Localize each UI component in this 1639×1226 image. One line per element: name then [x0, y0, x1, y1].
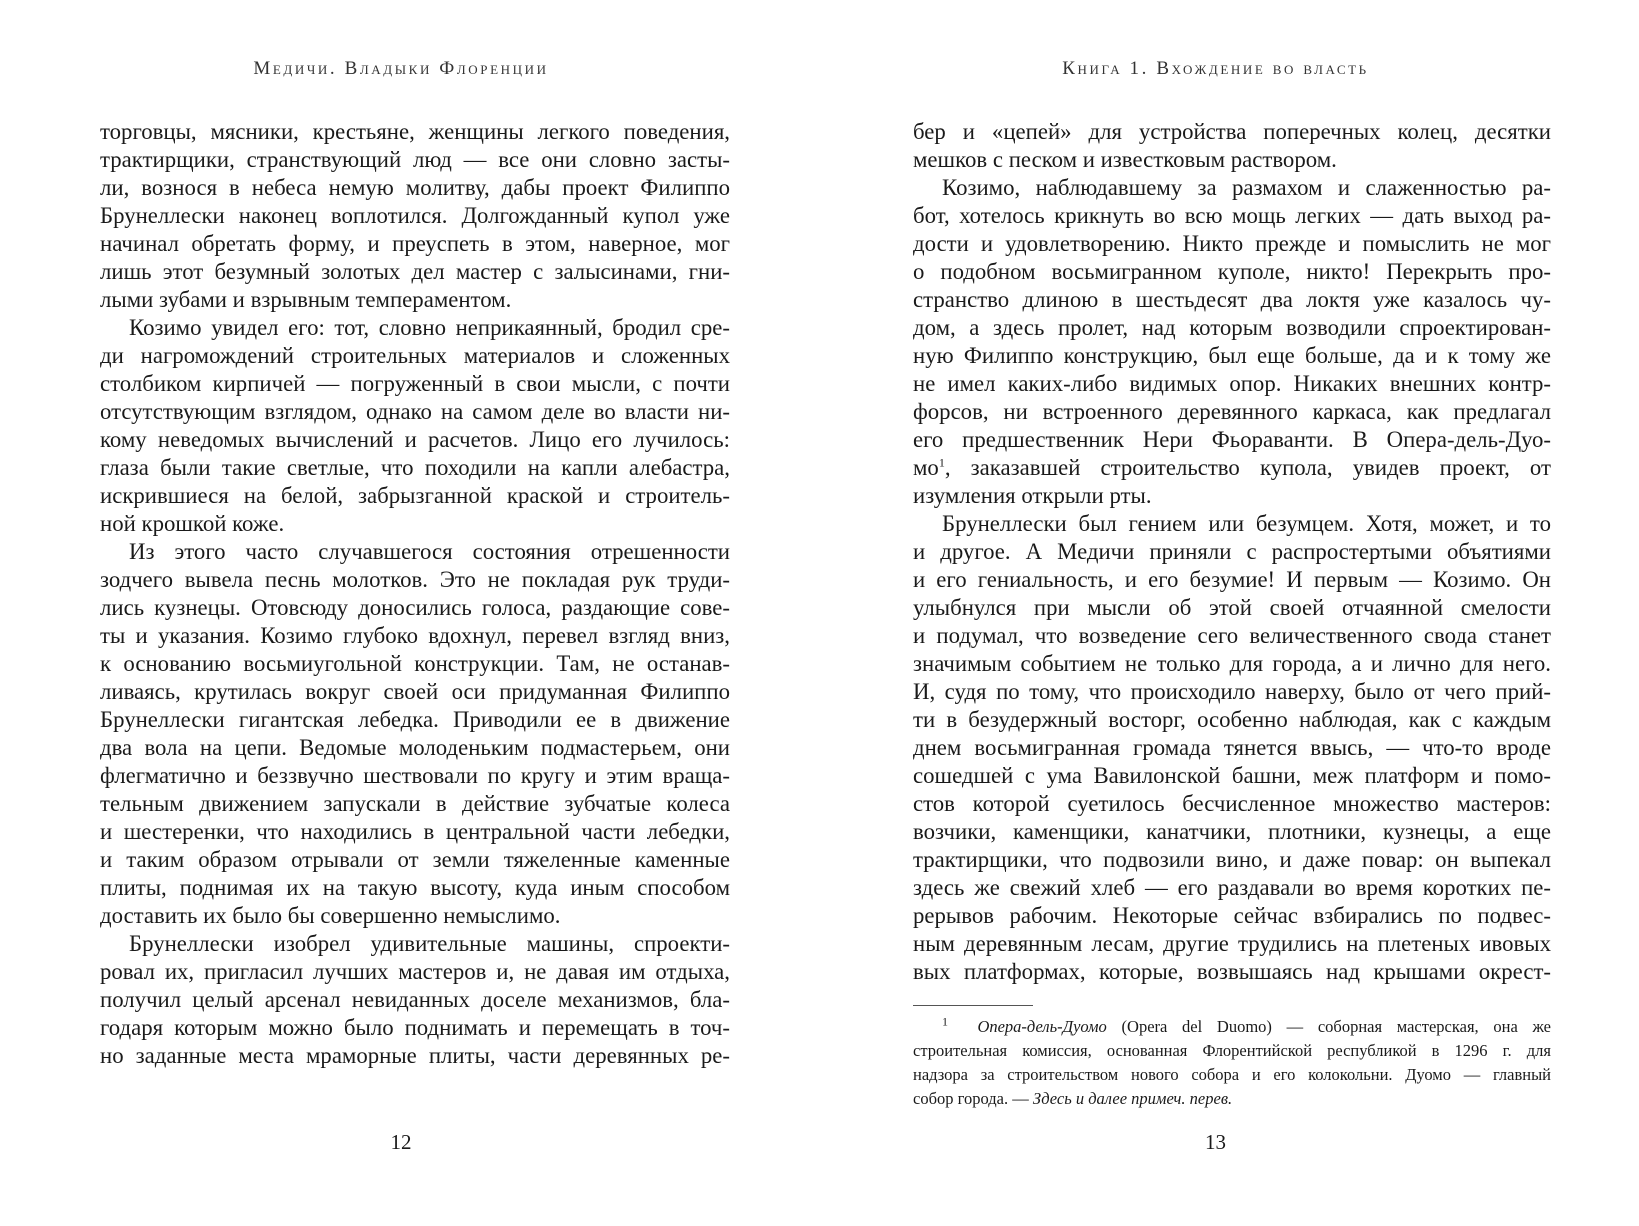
footnote-line	[913, 1015, 1551, 1039]
text-line: возчики, каменщики, канатчики, плотники, кузнецы, а еще	[913, 819, 1551, 844]
text-line: и таким образом отрывали от земли тяжеленные каменные	[100, 847, 730, 872]
text-line: ной крошкой коже.	[100, 511, 285, 536]
text-line: Брунеллески гигантская лебедка. Приводили ее в движение	[100, 707, 730, 732]
text-line: к основанию восьмиугольной конструкции. Там, не останав-	[100, 651, 730, 676]
text-line: улыбнулся при мысли об этой своей отчаянной смелости	[913, 595, 1551, 620]
text-line: Брунеллески был гением или безумцем. Хотя, может, и то	[942, 511, 1551, 536]
text-line: отсутствующим взглядом, однако на самом деле во власти ни-	[100, 399, 730, 424]
text-line: ную Филиппо конструкцию, был еще больше, да и к тому же	[913, 343, 1551, 368]
running-head: Книга 1. Вхождение во власть	[1062, 58, 1369, 79]
footnote	[913, 1015, 1551, 1111]
text-line: Брунеллески наконец воплотился. Долгожданный купол уже	[100, 203, 730, 228]
text-line: зодчего вывела песнь молотков. Это не покладая рук труди-	[100, 567, 730, 592]
text-line: ти в безудержный восторг, особенно наблюдая, как с каждым	[913, 707, 1551, 732]
text-line: форсов, ни встроенного деревянного каркаса, как предлагал	[913, 399, 1551, 424]
footnote-marker: 1	[938, 455, 945, 470]
text-line: доставить их было бы совершенно немыслимо.	[100, 903, 561, 928]
footnote-text: собор города. —	[913, 1089, 1033, 1108]
running-head: Медичи. Владыки Флоренции	[253, 58, 549, 79]
text-line: и его гениальность, и его безумие! И первым — Козимо. Он	[913, 567, 1551, 592]
text-line: Козимо, наблюдавшему за размахом и слаженностью ра-	[942, 175, 1551, 200]
text-line: плиты, поднимая их на такую высоту, куда иным способом	[100, 875, 730, 900]
text-line: столбиком кирпичей — погруженный в свои мысли, с почти	[100, 371, 730, 396]
text-line: лыми зубами и взрывным темпераментом.	[100, 287, 512, 312]
text-line: годаря которым можно было поднимать и перемещать в точ-	[100, 1015, 730, 1040]
text-fragment: , заказавшей строительство купола, увидев проект, от	[944, 455, 1551, 480]
text-line: его предшественник Нери Фьораванти. В Опера-дель-Дуо-	[913, 427, 1551, 452]
text-line: но заданные места мраморные плиты, части деревянных ре-	[100, 1043, 730, 1068]
text-line: и подумал, что возведение сего величественного свода станет	[913, 623, 1551, 648]
text-line: трактирщики, странствующий люд — все они словно засты-	[100, 147, 730, 172]
text-line: рерывов рабочим. Некоторые сейчас взбирались по подвес-	[913, 903, 1551, 928]
text-line: трактирщики, что подвозили вино, и даже повар: он выпекал	[913, 847, 1551, 872]
footnote-text: (Opera del Duomo) — соборная мастерская, она же	[1106, 1017, 1552, 1036]
footnote-number: 1	[942, 1014, 948, 1029]
text-line: торговцы, мясники, крестьяне, женщины легкого поведения,	[100, 119, 730, 144]
text-line: мешков с песком и известковым раствором.	[913, 147, 1337, 172]
text-line: ливаясь, крутилась вокруг своей оси придуманная Филиппо	[100, 679, 730, 704]
text-line: сошедшей с ума Вавилонской башни, меж платформ и помо-	[913, 763, 1551, 788]
footnote-line: строительная комиссия, основанная Флорентийской республикой в 1296 г. для	[913, 1041, 1551, 1060]
text-fragment: мо	[913, 455, 939, 480]
text-line: Брунеллески изобрел удивительные машины, спроекти-	[129, 931, 730, 956]
text-line: не имел каких-либо видимых опор. Никаких внешних контр-	[913, 371, 1551, 396]
text-line: искрившиеся на белой, забрызганной краской и строитель-	[100, 483, 730, 508]
text-line: Из этого часто случавшегося состояния отрешенности	[129, 539, 730, 564]
body-text	[913, 118, 1551, 986]
page-number: 13	[1205, 1130, 1226, 1154]
text-line: ди нагромождений строительных материалов и сложенных	[100, 343, 730, 368]
text-line: бот, хотелось крикнуть во всю мощь легких — дать выход ра-	[913, 203, 1551, 228]
text-line: ли, вознося в небеса немую молитву, дабы проект Филиппо	[100, 175, 730, 200]
text-line: ным деревянным лесам, другие трудились на плетеных ивовых	[913, 931, 1551, 956]
right-page	[820, 0, 1639, 1226]
text-line: вых платформах, которые, возвышаясь над крышами окрест-	[913, 959, 1551, 984]
text-line: днем восьмигранная громада тянется ввысь, — что-то вроде	[913, 735, 1551, 760]
text-line: получил целый арсенал невиданных доселе механизмов, бла-	[100, 987, 730, 1012]
text-line: дом, а здесь пролет, над которым возводили спроектирован-	[913, 315, 1551, 340]
text-line: стов которой суетилось бесчисленное множество мастеров:	[913, 791, 1551, 816]
body-text	[100, 118, 730, 1070]
text-line: кому неведомых вычислений и расчетов. Лицо его лучилось:	[100, 427, 730, 452]
text-line: здесь же свежий хлеб — его раздавали во время коротких пе-	[913, 875, 1551, 900]
text-line: значимым событием не только для города, а и лично для него.	[913, 651, 1551, 676]
footnote-line	[913, 1087, 1551, 1111]
text-line: и шестеренки, что находились в центральной части лебедки,	[100, 819, 730, 844]
text-line: флегматично и беззвучно шествовали по кругу и этим враща-	[100, 763, 730, 788]
text-line: И, судя по тому, что происходило наверху, было от чего прий-	[913, 679, 1551, 704]
text-line: ты и указания. Козимо глубоко вдохнул, перевел взгляд вниз,	[100, 623, 730, 648]
text-line: тельным движением запускали в действие зубчатые колеса	[100, 791, 730, 816]
footnote-rule	[913, 1005, 1033, 1006]
text-line: ровал их, пригласил лучших мастеров и, не давая им отдыха,	[100, 959, 730, 984]
footnote-term: Опера-дель-Дуомо	[977, 1017, 1107, 1036]
text-line: бер и «цепей» для устройства поперечных колец, десятки	[913, 119, 1551, 144]
footnote-note: Здесь и далее примеч. перев.	[1032, 1089, 1233, 1108]
text-line: два вола на цепи. Ведомые молоденьким подмастерьем, они	[100, 735, 730, 760]
text-line: Козимо увидел его: тот, словно неприкаянный, бродил сре-	[129, 315, 730, 340]
text-line: изумления открыли рты.	[913, 483, 1152, 508]
text-line: лись кузнецы. Отовсюду доносились голоса, раздающие сове-	[100, 595, 730, 620]
text-line: и другое. А Медичи приняли с распростертыми объятиями	[913, 539, 1551, 564]
page-number: 12	[390, 1130, 412, 1154]
text-line: глаза были такие светлые, что походили на капли алебастра,	[100, 455, 730, 480]
text-line: лишь этот безумный золотых дел мастер с залысинами, гни-	[100, 259, 730, 284]
text-line: дости и удовлетворению. Никто прежде и помыслить не мог	[913, 231, 1551, 256]
text-line: о подобном восьмигранном куполе, никто! Перекрыть про-	[913, 259, 1551, 284]
text-line: странство длиною в шестьдесят два локтя уже казалось чу-	[913, 287, 1551, 312]
text-line	[913, 454, 1551, 482]
footnote-line: надзора за строительством нового собора и его колокольни. Дуомо — главный	[913, 1065, 1551, 1084]
text-line: начинал обретать форму, и преуспеть в этом, наверное, мог	[100, 231, 730, 256]
